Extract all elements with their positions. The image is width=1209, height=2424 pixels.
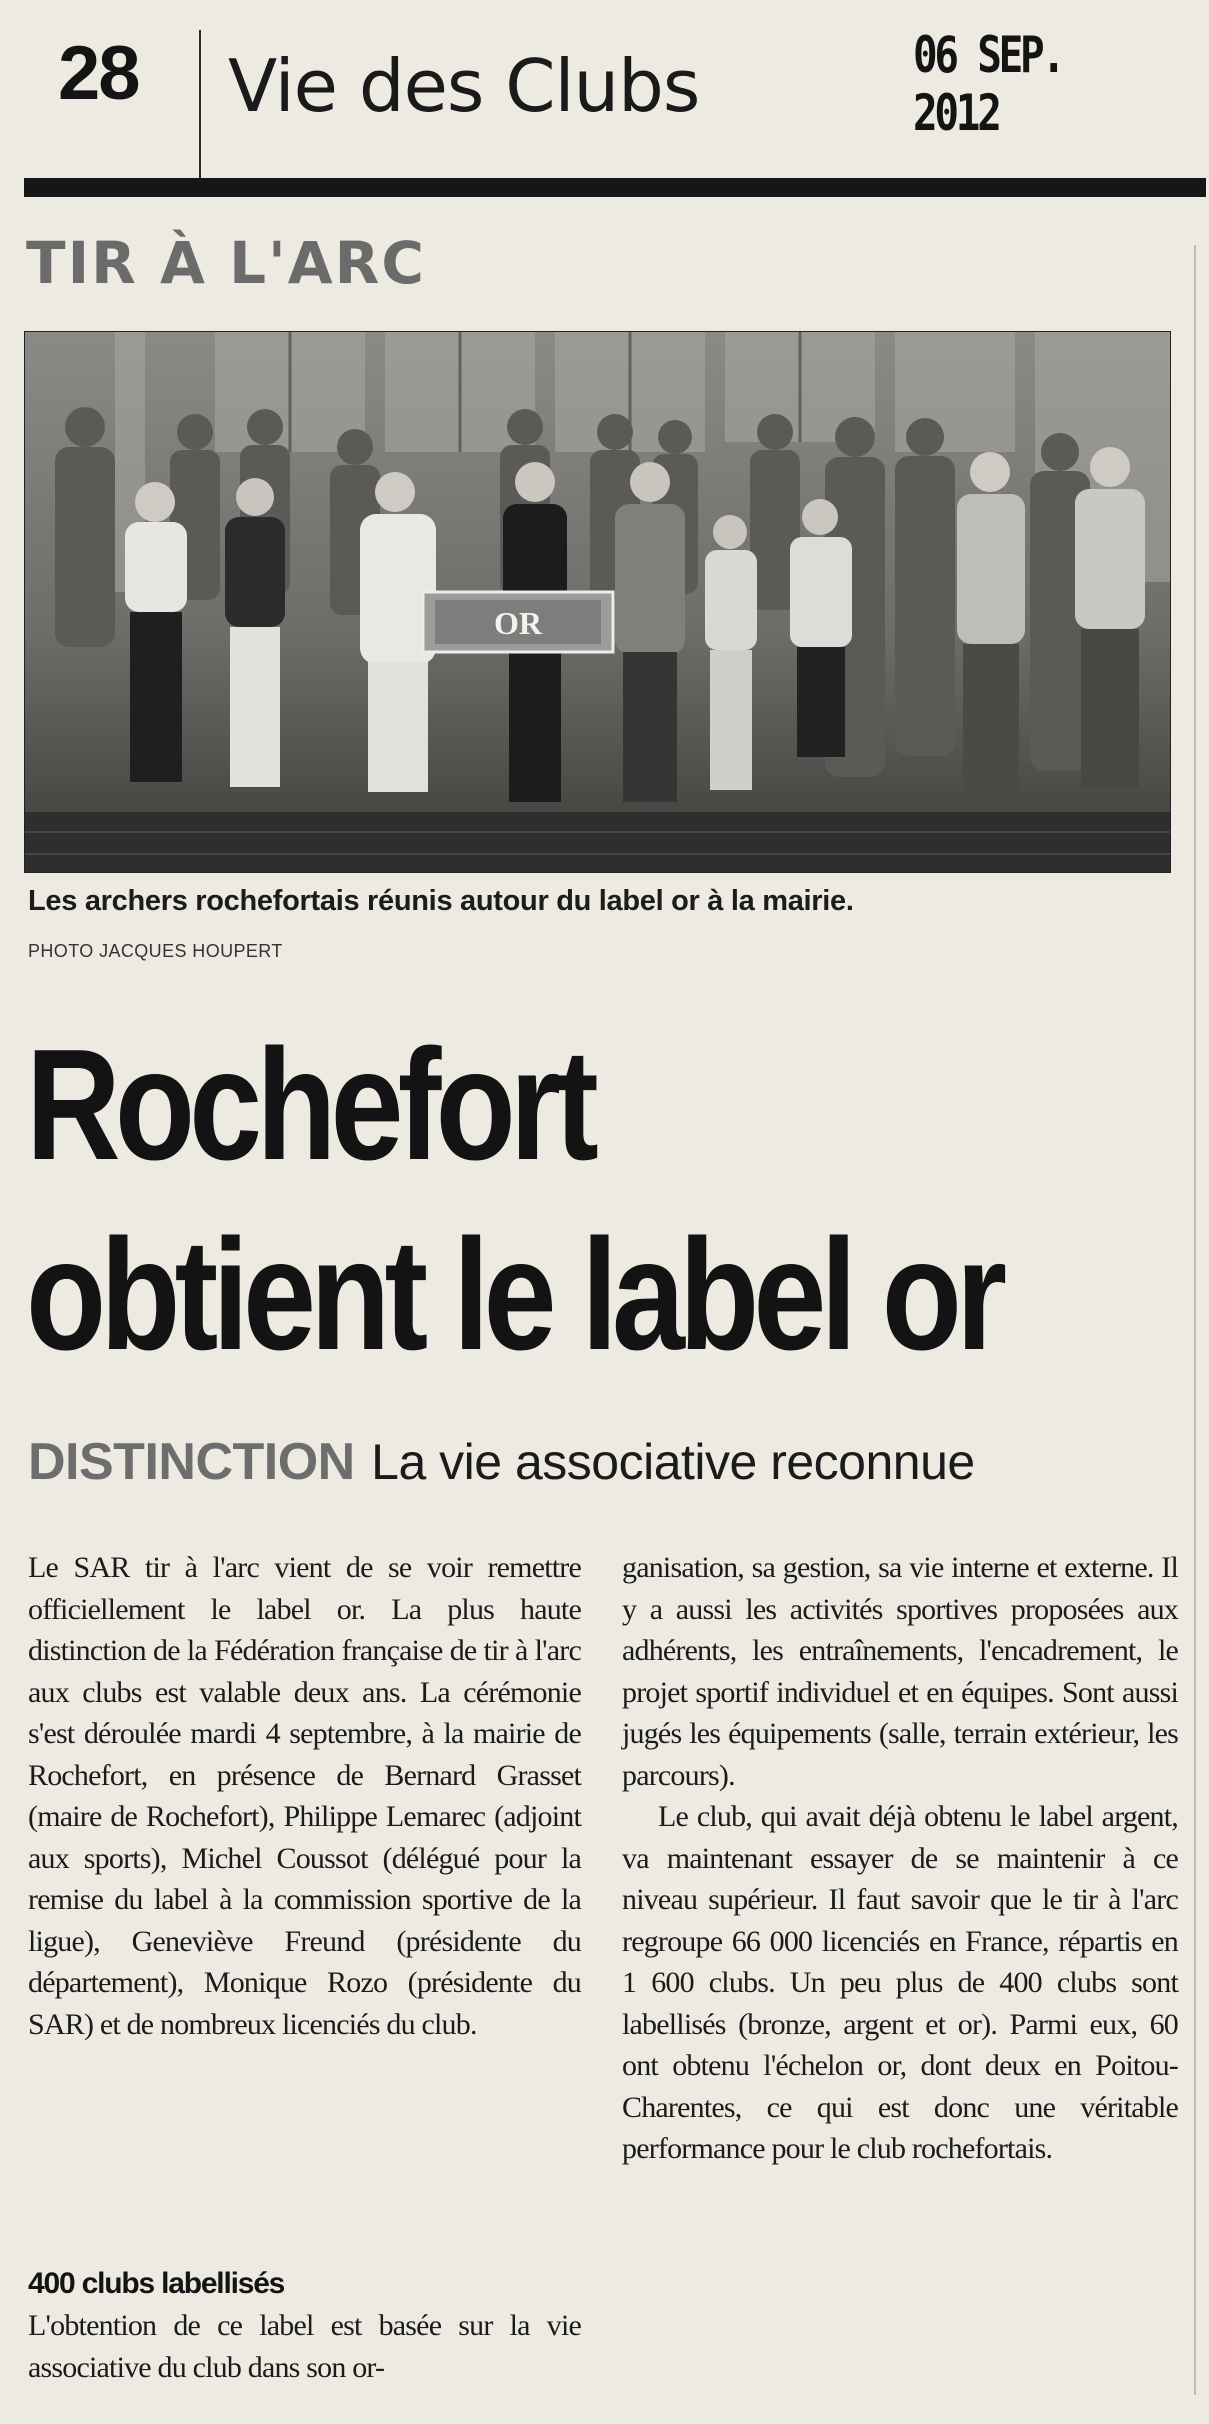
page-number: 28 [58, 31, 139, 116]
deck-text: La vie associative reconnue [371, 1434, 975, 1490]
plaque-label: OR [494, 605, 542, 641]
header-separator [199, 30, 201, 180]
headline [26, 1010, 1002, 1390]
deck [28, 1432, 975, 1492]
article-column-1-continued [28, 2305, 581, 2388]
rubric-label: TIR À L'ARC [26, 229, 426, 297]
header-rule [24, 178, 1206, 197]
date-stamp: 06 SEP. 2012 [913, 26, 1063, 142]
article-column-2 [622, 1547, 1178, 2170]
article-paragraph: Le club, qui avait déjà obtenu le label argent, va maintenant essayer de se maintenir à ce niveau supérieur. Il faut savoir que le tir à l'arc regroupe 66 000 licenciés en France, répartis en 1 600 clubs. Un peu plus de 400 clubs sont labellisés (bronze, argent et or). Parmi eux, 60 ont obtenu l'échelon or, dont deux en Poitou-Charentes, ce qui est donc une véritable performance pour le club rochefortais. [622, 1800, 1178, 2165]
column-rule [1194, 245, 1196, 2395]
article-subheading: 400 clubs labellisés [28, 2267, 285, 2300]
photo-credit: PHOTO JACQUES HOUPERT [28, 941, 283, 961]
group-photo [24, 331, 1171, 873]
headline-line-2: obtient le label or [26, 1207, 1002, 1383]
photo-caption: Les archers rochefortais réunis autour du label or à la mairie. [28, 885, 854, 917]
headline-line-1: Rochefort [26, 1017, 593, 1193]
article-paragraph: Le SAR tir à l'arc vient de se voir remettre officiellement le label or. La plus haute distinction de la Fédération française de tir à l'arc aux clubs est valable deux ans. La cérémonie s'est déroulée mardi 4 septembre, à la mairie de Rochefort, en présence de Bernard Grasset (maire de Rochefort), Philippe Lemarec (adjoint aux sports), Michel Coussot (délégué pour la remise du label à la commission sportive de la ligue), Geneviève Freund (présidente du département), Monique Rozo (présidente du SAR) et de nombreux licenciés du club. [28, 1551, 581, 2041]
article-paragraph: ganisation, sa gestion, sa vie interne et externe. Il y a aussi les activités sportives proposées aux adhérents, les entraînements, l'encadrement, le projet sportif individuel et en équipes. Sont aussi jugés les équipements (salle, terrain extérieur, les parcours). [622, 1551, 1178, 1792]
group-photo-illustration [25, 332, 1170, 872]
article-column-1 [28, 1547, 581, 2045]
section-title: Vie des Clubs [228, 44, 700, 128]
article-paragraph: L'obtention de ce label est basée sur la vie associative du club dans son or- [28, 2309, 581, 2384]
deck-kicker: DISTINCTION [28, 1433, 355, 1491]
